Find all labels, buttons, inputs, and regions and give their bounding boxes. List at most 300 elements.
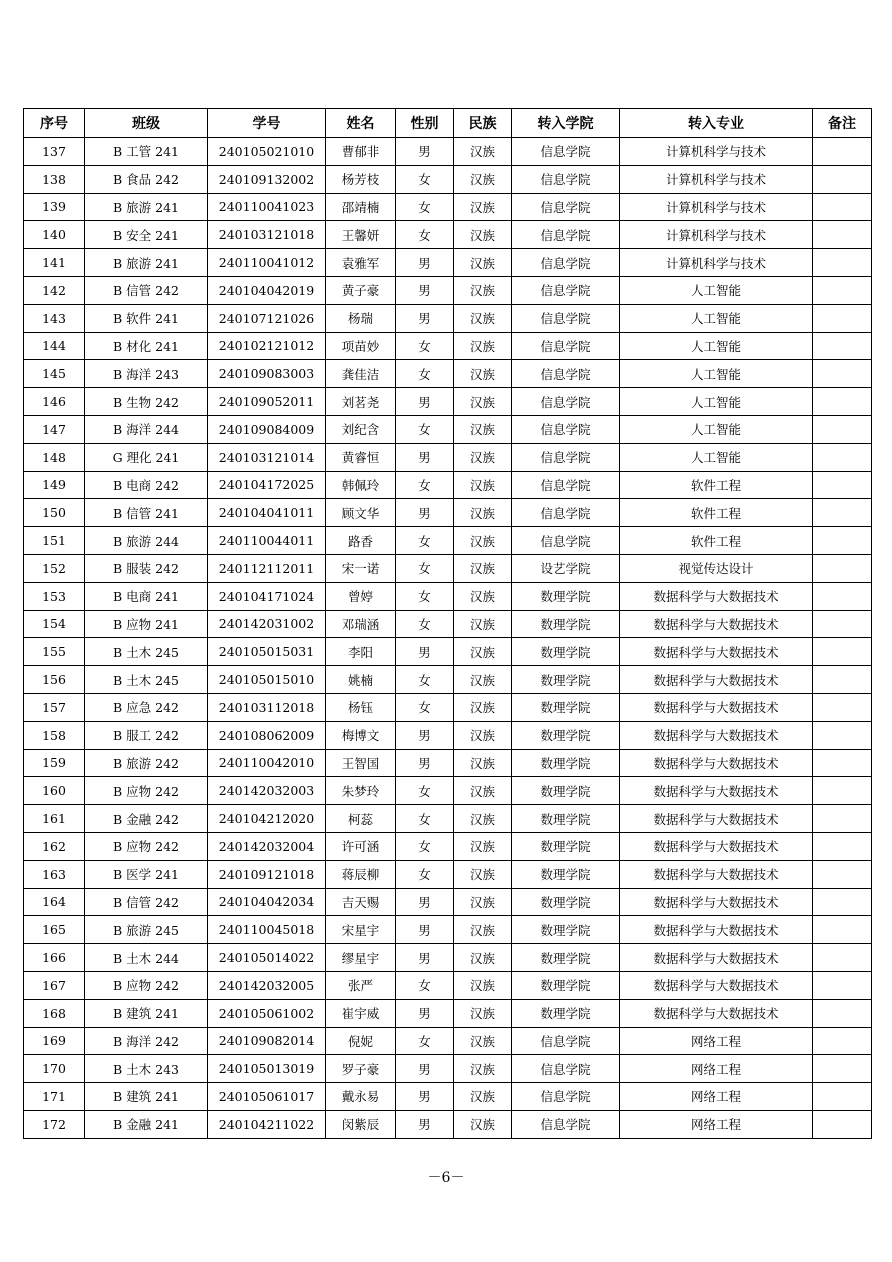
cell-gender: 男 xyxy=(396,443,454,471)
cell-transfer-major: 网络工程 xyxy=(620,1110,813,1138)
cell-remarks xyxy=(813,1083,872,1111)
cell-seq: 143 xyxy=(24,304,85,332)
table-row xyxy=(24,165,872,193)
cell-remarks xyxy=(813,999,872,1027)
cell-transfer-major: 计算机科学与技术 xyxy=(620,249,813,277)
cell-gender: 男 xyxy=(396,249,454,277)
cell-name: 顾文华 xyxy=(326,499,396,527)
table-row xyxy=(24,249,872,277)
cell-gender: 男 xyxy=(396,1110,454,1138)
cell-ethnicity: 汉族 xyxy=(454,832,512,860)
table-row xyxy=(24,1110,872,1138)
cell-student-id: 240142032003 xyxy=(208,777,326,805)
cell-ethnicity: 汉族 xyxy=(454,693,512,721)
cell-remarks xyxy=(813,1055,872,1083)
table-row xyxy=(24,499,872,527)
cell-gender: 女 xyxy=(396,527,454,555)
cell-gender: 男 xyxy=(396,638,454,666)
cell-gender: 女 xyxy=(396,582,454,610)
cell-ethnicity: 汉族 xyxy=(454,1055,512,1083)
cell-transfer-college: 信息学院 xyxy=(512,471,620,499)
cell-transfer-major: 人工智能 xyxy=(620,276,813,304)
cell-transfer-major: 数据科学与大数据技术 xyxy=(620,860,813,888)
cell-ethnicity: 汉族 xyxy=(454,805,512,833)
column-header-name: 姓名 xyxy=(326,109,396,138)
cell-gender: 女 xyxy=(396,165,454,193)
cell-name: 邵靖楠 xyxy=(326,193,396,221)
cell-seq: 157 xyxy=(24,693,85,721)
cell-class: B 海洋 242 xyxy=(85,1027,208,1055)
cell-transfer-major: 数据科学与大数据技术 xyxy=(620,805,813,833)
cell-student-id: 240105061002 xyxy=(208,999,326,1027)
cell-class: B 应物 242 xyxy=(85,832,208,860)
cell-transfer-college: 信息学院 xyxy=(512,304,620,332)
cell-ethnicity: 汉族 xyxy=(454,332,512,360)
cell-ethnicity: 汉族 xyxy=(454,610,512,638)
cell-transfer-major: 软件工程 xyxy=(620,471,813,499)
cell-transfer-college: 信息学院 xyxy=(512,1083,620,1111)
cell-student-id: 240105061017 xyxy=(208,1083,326,1111)
cell-seq: 144 xyxy=(24,332,85,360)
table-row xyxy=(24,554,872,582)
cell-ethnicity: 汉族 xyxy=(454,249,512,277)
table-row xyxy=(24,832,872,860)
cell-student-id: 240105013019 xyxy=(208,1055,326,1083)
cell-remarks xyxy=(813,138,872,166)
table-row xyxy=(24,638,872,666)
cell-seq: 164 xyxy=(24,888,85,916)
cell-transfer-college: 信息学院 xyxy=(512,249,620,277)
cell-remarks xyxy=(813,499,872,527)
cell-remarks xyxy=(813,221,872,249)
cell-student-id: 240104042019 xyxy=(208,276,326,304)
cell-student-id: 240108062009 xyxy=(208,721,326,749)
cell-remarks xyxy=(813,610,872,638)
cell-name: 王智国 xyxy=(326,749,396,777)
cell-seq: 154 xyxy=(24,610,85,638)
cell-student-id: 240104211022 xyxy=(208,1110,326,1138)
cell-ethnicity: 汉族 xyxy=(454,165,512,193)
cell-name: 柯蕊 xyxy=(326,805,396,833)
cell-transfer-college: 信息学院 xyxy=(512,388,620,416)
cell-transfer-major: 人工智能 xyxy=(620,443,813,471)
cell-class: B 金融 241 xyxy=(85,1110,208,1138)
table-row xyxy=(24,527,872,555)
cell-ethnicity: 汉族 xyxy=(454,415,512,443)
cell-gender: 男 xyxy=(396,721,454,749)
cell-class: B 信管 242 xyxy=(85,276,208,304)
cell-student-id: 240103112018 xyxy=(208,693,326,721)
cell-ethnicity: 汉族 xyxy=(454,138,512,166)
cell-ethnicity: 汉族 xyxy=(454,777,512,805)
cell-transfer-major: 数据科学与大数据技术 xyxy=(620,582,813,610)
cell-name: 缪星宇 xyxy=(326,944,396,972)
cell-ethnicity: 汉族 xyxy=(454,860,512,888)
cell-seq: 149 xyxy=(24,471,85,499)
cell-ethnicity: 汉族 xyxy=(454,582,512,610)
cell-transfer-major: 人工智能 xyxy=(620,304,813,332)
cell-name: 许可涵 xyxy=(326,832,396,860)
cell-class: B 安全 241 xyxy=(85,221,208,249)
table-row xyxy=(24,860,872,888)
cell-transfer-major: 软件工程 xyxy=(620,527,813,555)
cell-transfer-college: 数理学院 xyxy=(512,610,620,638)
table-row xyxy=(24,304,872,332)
cell-ethnicity: 汉族 xyxy=(454,443,512,471)
cell-transfer-college: 信息学院 xyxy=(512,443,620,471)
cell-gender: 女 xyxy=(396,971,454,999)
cell-transfer-college: 数理学院 xyxy=(512,916,620,944)
cell-remarks xyxy=(813,971,872,999)
cell-student-id: 240105015031 xyxy=(208,638,326,666)
cell-ethnicity: 汉族 xyxy=(454,554,512,582)
table-row xyxy=(24,138,872,166)
cell-student-id: 240110042010 xyxy=(208,749,326,777)
cell-transfer-college: 数理学院 xyxy=(512,832,620,860)
cell-class: B 旅游 241 xyxy=(85,193,208,221)
cell-gender: 女 xyxy=(396,415,454,443)
table-row xyxy=(24,749,872,777)
cell-remarks xyxy=(813,721,872,749)
table-row xyxy=(24,582,872,610)
cell-class: B 电商 241 xyxy=(85,582,208,610)
cell-name: 项苗妙 xyxy=(326,332,396,360)
cell-seq: 140 xyxy=(24,221,85,249)
cell-ethnicity: 汉族 xyxy=(454,749,512,777)
column-header-gender: 性别 xyxy=(396,109,454,138)
cell-seq: 162 xyxy=(24,832,85,860)
table-row xyxy=(24,1083,872,1111)
cell-transfer-college: 信息学院 xyxy=(512,221,620,249)
cell-name: 杨瑞 xyxy=(326,304,396,332)
cell-remarks xyxy=(813,554,872,582)
cell-student-id: 240142032005 xyxy=(208,971,326,999)
cell-transfer-major: 数据科学与大数据技术 xyxy=(620,971,813,999)
cell-remarks xyxy=(813,388,872,416)
cell-student-id: 240142032004 xyxy=(208,832,326,860)
cell-ethnicity: 汉族 xyxy=(454,971,512,999)
cell-ethnicity: 汉族 xyxy=(454,304,512,332)
cell-class: B 信管 241 xyxy=(85,499,208,527)
table-row xyxy=(24,276,872,304)
cell-gender: 女 xyxy=(396,860,454,888)
cell-remarks xyxy=(813,582,872,610)
cell-name: 黄子豪 xyxy=(326,276,396,304)
cell-transfer-college: 信息学院 xyxy=(512,415,620,443)
cell-gender: 男 xyxy=(396,138,454,166)
cell-transfer-major: 数据科学与大数据技术 xyxy=(620,916,813,944)
header-row xyxy=(24,109,872,138)
cell-student-id: 240102121012 xyxy=(208,332,326,360)
cell-transfer-college: 数理学院 xyxy=(512,582,620,610)
cell-transfer-major: 数据科学与大数据技术 xyxy=(620,999,813,1027)
cell-student-id: 240104041011 xyxy=(208,499,326,527)
cell-name: 朱梦玲 xyxy=(326,777,396,805)
cell-seq: 156 xyxy=(24,666,85,694)
cell-name: 刘纪含 xyxy=(326,415,396,443)
cell-gender: 男 xyxy=(396,276,454,304)
cell-seq: 167 xyxy=(24,971,85,999)
cell-name: 梅博文 xyxy=(326,721,396,749)
cell-name: 李阳 xyxy=(326,638,396,666)
cell-student-id: 240107121026 xyxy=(208,304,326,332)
cell-class: B 土木 243 xyxy=(85,1055,208,1083)
cell-student-id: 240109132002 xyxy=(208,165,326,193)
cell-transfer-college: 信息学院 xyxy=(512,276,620,304)
cell-gender: 女 xyxy=(396,360,454,388)
cell-class: B 旅游 245 xyxy=(85,916,208,944)
table-row xyxy=(24,388,872,416)
cell-student-id: 240109083003 xyxy=(208,360,326,388)
cell-student-id: 240105015010 xyxy=(208,666,326,694)
cell-ethnicity: 汉族 xyxy=(454,388,512,416)
table-row xyxy=(24,916,872,944)
cell-class: B 海洋 243 xyxy=(85,360,208,388)
cell-name: 邓瑞涵 xyxy=(326,610,396,638)
cell-name: 龚佳洁 xyxy=(326,360,396,388)
cell-remarks xyxy=(813,527,872,555)
cell-gender: 男 xyxy=(396,888,454,916)
cell-ethnicity: 汉族 xyxy=(454,638,512,666)
table-row xyxy=(24,971,872,999)
cell-transfer-college: 数理学院 xyxy=(512,805,620,833)
table-header xyxy=(24,109,872,138)
table-row xyxy=(24,443,872,471)
cell-seq: 161 xyxy=(24,805,85,833)
cell-remarks xyxy=(813,443,872,471)
cell-remarks xyxy=(813,165,872,193)
cell-name: 曹郁非 xyxy=(326,138,396,166)
cell-ethnicity: 汉族 xyxy=(454,888,512,916)
cell-remarks xyxy=(813,249,872,277)
cell-remarks xyxy=(813,415,872,443)
cell-gender: 女 xyxy=(396,193,454,221)
cell-name: 姚楠 xyxy=(326,666,396,694)
cell-gender: 女 xyxy=(396,832,454,860)
table-row xyxy=(24,360,872,388)
cell-class: B 电商 242 xyxy=(85,471,208,499)
cell-ethnicity: 汉族 xyxy=(454,1110,512,1138)
cell-class: B 食品 242 xyxy=(85,165,208,193)
cell-name: 杨芳枝 xyxy=(326,165,396,193)
cell-class: B 应急 242 xyxy=(85,693,208,721)
cell-transfer-college: 数理学院 xyxy=(512,721,620,749)
cell-gender: 女 xyxy=(396,805,454,833)
table-row xyxy=(24,471,872,499)
cell-ethnicity: 汉族 xyxy=(454,1027,512,1055)
cell-class: B 旅游 241 xyxy=(85,249,208,277)
cell-class: B 信管 242 xyxy=(85,888,208,916)
cell-transfer-college: 数理学院 xyxy=(512,860,620,888)
cell-transfer-college: 数理学院 xyxy=(512,666,620,694)
table-row xyxy=(24,888,872,916)
table-row xyxy=(24,1055,872,1083)
table-row xyxy=(24,777,872,805)
cell-ethnicity: 汉族 xyxy=(454,944,512,972)
cell-ethnicity: 汉族 xyxy=(454,999,512,1027)
cell-class: B 软件 241 xyxy=(85,304,208,332)
cell-remarks xyxy=(813,193,872,221)
cell-remarks xyxy=(813,749,872,777)
column-header-seq: 序号 xyxy=(24,109,85,138)
cell-transfer-college: 信息学院 xyxy=(512,165,620,193)
cell-transfer-major: 数据科学与大数据技术 xyxy=(620,610,813,638)
table-row xyxy=(24,221,872,249)
cell-class: B 生物 242 xyxy=(85,388,208,416)
cell-ethnicity: 汉族 xyxy=(454,193,512,221)
table-row xyxy=(24,193,872,221)
cell-seq: 148 xyxy=(24,443,85,471)
cell-transfer-college: 信息学院 xyxy=(512,527,620,555)
cell-seq: 169 xyxy=(24,1027,85,1055)
cell-transfer-college: 数理学院 xyxy=(512,999,620,1027)
cell-student-id: 240110044011 xyxy=(208,527,326,555)
cell-transfer-major: 计算机科学与技术 xyxy=(620,138,813,166)
cell-transfer-major: 数据科学与大数据技术 xyxy=(620,721,813,749)
cell-seq: 137 xyxy=(24,138,85,166)
cell-transfer-college: 信息学院 xyxy=(512,138,620,166)
cell-seq: 166 xyxy=(24,944,85,972)
cell-transfer-major: 人工智能 xyxy=(620,360,813,388)
transfer-student-table xyxy=(23,108,872,1139)
column-header-transfer-major: 转入专业 xyxy=(620,109,813,138)
table-row xyxy=(24,610,872,638)
cell-transfer-major: 数据科学与大数据技术 xyxy=(620,832,813,860)
cell-seq: 171 xyxy=(24,1083,85,1111)
cell-gender: 女 xyxy=(396,610,454,638)
cell-seq: 160 xyxy=(24,777,85,805)
cell-transfer-major: 软件工程 xyxy=(620,499,813,527)
cell-class: B 应物 242 xyxy=(85,971,208,999)
cell-transfer-major: 数据科学与大数据技术 xyxy=(620,666,813,694)
cell-class: B 工管 241 xyxy=(85,138,208,166)
cell-remarks xyxy=(813,777,872,805)
cell-name: 杨钰 xyxy=(326,693,396,721)
cell-student-id: 240109052011 xyxy=(208,388,326,416)
table-row xyxy=(24,693,872,721)
cell-transfer-college: 数理学院 xyxy=(512,971,620,999)
cell-seq: 138 xyxy=(24,165,85,193)
cell-student-id: 240110041012 xyxy=(208,249,326,277)
cell-transfer-college: 信息学院 xyxy=(512,193,620,221)
table-row xyxy=(24,332,872,360)
cell-seq: 170 xyxy=(24,1055,85,1083)
cell-remarks xyxy=(813,888,872,916)
cell-remarks xyxy=(813,944,872,972)
cell-name: 刘茗尧 xyxy=(326,388,396,416)
cell-name: 黄睿恒 xyxy=(326,443,396,471)
cell-seq: 142 xyxy=(24,276,85,304)
cell-gender: 女 xyxy=(396,221,454,249)
cell-ethnicity: 汉族 xyxy=(454,360,512,388)
cell-seq: 151 xyxy=(24,527,85,555)
cell-seq: 168 xyxy=(24,999,85,1027)
cell-student-id: 240109082014 xyxy=(208,1027,326,1055)
cell-seq: 153 xyxy=(24,582,85,610)
cell-remarks xyxy=(813,304,872,332)
cell-remarks xyxy=(813,276,872,304)
cell-gender: 男 xyxy=(396,916,454,944)
cell-transfer-major: 数据科学与大数据技术 xyxy=(620,777,813,805)
cell-ethnicity: 汉族 xyxy=(454,916,512,944)
cell-seq: 163 xyxy=(24,860,85,888)
cell-student-id: 240105021010 xyxy=(208,138,326,166)
cell-name: 曾婷 xyxy=(326,582,396,610)
cell-transfer-major: 网络工程 xyxy=(620,1055,813,1083)
cell-transfer-major: 人工智能 xyxy=(620,415,813,443)
cell-name: 吉天赐 xyxy=(326,888,396,916)
cell-student-id: 240112112011 xyxy=(208,554,326,582)
cell-remarks xyxy=(813,638,872,666)
cell-transfer-major: 数据科学与大数据技术 xyxy=(620,749,813,777)
cell-seq: 155 xyxy=(24,638,85,666)
cell-gender: 男 xyxy=(396,999,454,1027)
cell-class: B 建筑 241 xyxy=(85,999,208,1027)
column-header-transfer-college: 转入学院 xyxy=(512,109,620,138)
cell-remarks xyxy=(813,916,872,944)
cell-name: 王馨妍 xyxy=(326,221,396,249)
cell-transfer-college: 设艺学院 xyxy=(512,554,620,582)
cell-transfer-major: 人工智能 xyxy=(620,388,813,416)
cell-remarks xyxy=(813,693,872,721)
cell-ethnicity: 汉族 xyxy=(454,527,512,555)
cell-remarks xyxy=(813,666,872,694)
cell-transfer-college: 数理学院 xyxy=(512,749,620,777)
cell-student-id: 240142031002 xyxy=(208,610,326,638)
cell-remarks xyxy=(813,1110,872,1138)
cell-transfer-college: 信息学院 xyxy=(512,499,620,527)
cell-ethnicity: 汉族 xyxy=(454,221,512,249)
cell-name: 闵紫辰 xyxy=(326,1110,396,1138)
table-row xyxy=(24,666,872,694)
cell-class: G 理化 241 xyxy=(85,443,208,471)
cell-ethnicity: 汉族 xyxy=(454,666,512,694)
cell-name: 倪妮 xyxy=(326,1027,396,1055)
cell-remarks xyxy=(813,471,872,499)
cell-seq: 158 xyxy=(24,721,85,749)
cell-seq: 165 xyxy=(24,916,85,944)
cell-transfer-college: 信息学院 xyxy=(512,1055,620,1083)
table-row xyxy=(24,721,872,749)
cell-gender: 女 xyxy=(396,666,454,694)
cell-transfer-major: 网络工程 xyxy=(620,1083,813,1111)
cell-student-id: 240110041023 xyxy=(208,193,326,221)
cell-transfer-major: 计算机科学与技术 xyxy=(620,221,813,249)
cell-transfer-college: 信息学院 xyxy=(512,1027,620,1055)
cell-transfer-college: 数理学院 xyxy=(512,638,620,666)
cell-gender: 女 xyxy=(396,554,454,582)
cell-gender: 女 xyxy=(396,777,454,805)
cell-class: B 旅游 242 xyxy=(85,749,208,777)
table-row xyxy=(24,415,872,443)
cell-transfer-major: 数据科学与大数据技术 xyxy=(620,638,813,666)
cell-class: B 应物 241 xyxy=(85,610,208,638)
cell-seq: 145 xyxy=(24,360,85,388)
cell-name: 袁雅军 xyxy=(326,249,396,277)
cell-transfer-college: 信息学院 xyxy=(512,332,620,360)
cell-gender: 男 xyxy=(396,749,454,777)
cell-remarks xyxy=(813,332,872,360)
cell-class: B 材化 241 xyxy=(85,332,208,360)
cell-seq: 146 xyxy=(24,388,85,416)
cell-student-id: 240110045018 xyxy=(208,916,326,944)
cell-transfer-college: 数理学院 xyxy=(512,888,620,916)
cell-seq: 152 xyxy=(24,554,85,582)
cell-ethnicity: 汉族 xyxy=(454,721,512,749)
cell-class: B 土木 245 xyxy=(85,638,208,666)
cell-class: B 金融 242 xyxy=(85,805,208,833)
cell-name: 崔宇威 xyxy=(326,999,396,1027)
